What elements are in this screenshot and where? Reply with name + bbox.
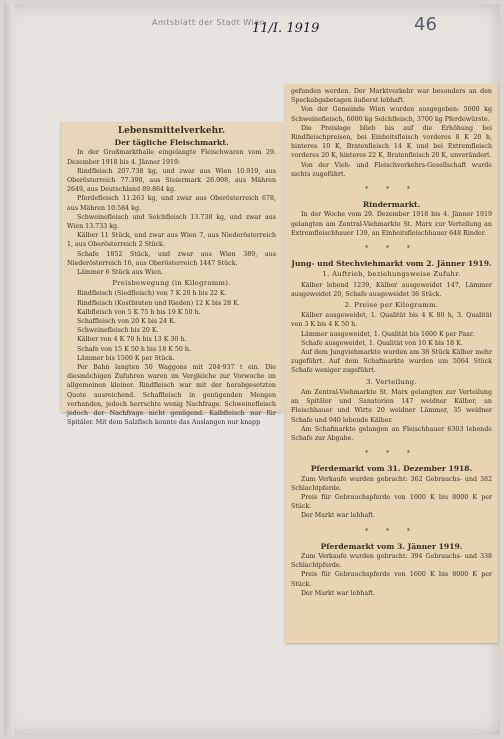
subsection-heading: 3. Verteilung. [366, 377, 417, 386]
clipping-subtitle: Der tägliche Fleischmarkt. [114, 138, 229, 148]
separator-stars: * * * [365, 450, 418, 458]
price-line: Rindfleisch (Kostbraten und Rieden) 12 K bis 28 K. [77, 299, 240, 307]
paragraph: Die Preislage blieb bis auf die Erhöhung bei Rindfleischpreisen, bei Einheitsfleisch vorderes 8 K 20 h, hinteres 10 K, Bratenfleisch 14 K und bei Extremfleisch vorderes 20 K, hinteres 22 K, Bratenfleisch 20 K, unverändert. [291, 124, 492, 160]
paragraph: Der Markt war lebhaft. [301, 589, 375, 597]
price-line: Schafe von 15 K 50 h bis 18 K 50 h. [77, 345, 191, 353]
paragraph: gefunden werden. Der Marktverkehr war besonders an den Speckabgabetagen äußerst lebhaft. [291, 88, 492, 105]
archive-page [4, 4, 500, 735]
section-heading: Preisbewegung (in Kilogramm). [112, 279, 231, 288]
price-line: Rindfleisch (Siedfleisch) von 7 K 20 h bis 22 K. [77, 290, 227, 298]
paragraph: Am Schafmarkte gelangen an Fleischhauer 6303 lebende Schafe zur Abgabe. [291, 425, 492, 442]
paragraph: Am Zentral-Viehmarkte St. Marx gelangten zur Verteilung an Spitäler und Sanatorien 147 weidner Kälber, an Fleischhauer und Wirte 20 weidner Lämmer, 35 weidner Schafe und 940 lebende Kälber. [291, 388, 492, 424]
paragraph: Lämmer 6 Stück aus Wien. [77, 269, 164, 277]
paragraph: Preis für Gebrauchspferde von 1600 K bis 8000 K per Stück. [291, 571, 492, 588]
paragraph: Zum Verkaufe wurden gebracht: 394 Gebrauchs- und 338 Schlachtpferde. [291, 552, 492, 570]
clipping-title: Lebensmittelverkehr. [117, 126, 226, 136]
clipping-left [61, 122, 282, 427]
paragraph: Schweinefleisch und Selchfleisch 13.738 kg, und zwar aus Wien 13.733 kg. [67, 213, 276, 231]
price-line: Lämmer bis 1500 K per Stück. [77, 354, 175, 362]
paragraph: In der Großmarkthalle eingelangte Fleischwaren vom 29. Dezember 1918 bis 4. Jänner 1919: [67, 149, 276, 166]
paragraph: Per Bahn langten 50 Waggons mit 204·937 t ein. Die diesmöchigen Zufuhren waren im Vergleiche zur Vorwoche im allgemeinen kleiner. Rindfleisch war mit der herabgesetzten Quote ausreichend. Schaffleisch in genügenden Mengen vorhanden, jedoch herrschte wenig Nachfrage. Schweinefleisch jedoch der Nachfrage nicht genügend. Kalbfleisch nur für Spitäler. Mit dem Salzfisch konnte das Auslangen nur knapp [67, 364, 276, 427]
paragraph: Preis für Gebrauchspferde von 1600 K bis 8000 K per Stück. [291, 493, 492, 511]
paragraph: Auf dem Jungviehmarkte wurden am 38 Stück Kälber mehr zugeführt. Auf dem Schafmarkte wurden um 5064 Stück Schafe weniger zugeführt. [291, 349, 492, 375]
paragraph: Kälber lebend 1239, Kälber ausgeweidet 147, Lämmer ausgeweidet 20, Schafe ausgeweidet 36 Stück. [291, 281, 492, 298]
separator-stars: * * * [365, 527, 418, 535]
price-line: Kälber von 4 K 70 h bis 13 K 30 h. [77, 336, 187, 344]
paragraph: Pferdefleisch 11.263 kg, und zwar aus Oberösterreich 678, aus Mähren 10.584 kg. [67, 195, 276, 212]
paragraph: Kälber ausgeweidet, 1. Qualität bis 4 K 80 h, 3. Qualität von 3 K bis 4 K 50 h. [291, 312, 492, 329]
section-heading: Jung- und Stechviehmarkt vom 2. Jänner 1919. [291, 259, 492, 269]
handwritten-date: 11/I. 1919 [252, 21, 320, 36]
price-line: Schaffleisch von 20 K bis 24 K. [77, 318, 176, 326]
clipping-right [285, 84, 498, 643]
price-line: Schweinefleisch bis 20 K. [77, 327, 159, 335]
paragraph: Schafe 1852 Stück, und zwar aus Wien 389, aus Niederösterreich 16, aus Oberösterreich 1447 Stück. [67, 250, 276, 267]
page-edge [4, 4, 14, 735]
separator-stars: * * * [365, 245, 418, 253]
section-heading: Rindermarkt. [362, 200, 421, 210]
paragraph: Rindfleisch 207.738 kg, und zwar aus Wien 10.919, aus Oberösterreich 77.398, aus Steiermark 26.908, aus Mähren 2649, aus Deutschland 89.864 kg. [67, 167, 276, 194]
paragraph: Von der Vieh- und Fleischverkehrs-Gesellschaft wurde nichts zugeführt. [291, 161, 492, 178]
paragraph: Von der Gemeinde Wien wurden ausgegeben: 5000 kg Schweinefleisch, 6000 kg Selchfleisch, 3700 kg Pferdewürste. [291, 106, 492, 123]
subsection-heading: 1. Auftrieb, beziehungsweise Zufuhr. [322, 270, 461, 279]
price-line: Kalbfleisch von 5 K 75 h bis 19 K 50 h. [77, 308, 201, 316]
paragraph: Der Markt war lebhaft. [301, 512, 375, 520]
subsection-heading: 2. Preise per Kilogramm. [344, 301, 439, 310]
paragraph: In der Woche vom 29. Dezember 1918 bis 4. Jänner 1919 gelangten am Zentral-Viehmarkte St. Marx zur Verteilung an Extremfleischhauer 139, an Einheitsfleischhauer 648 Rinder. [291, 211, 492, 237]
section-heading: Pferdemarkt vom 3. Jänner 1919. [320, 541, 463, 551]
paragraph: Schafe ausgeweidet, 1. Qualität von 10 K bis 18 K. [301, 339, 463, 347]
folio-number: 46 [414, 14, 437, 35]
section-heading: Pferdemarkt vom 31. Dezember 1918. [310, 464, 473, 474]
paragraph: Kälber 11 Stück, und zwar aus Wien 7, aus Niederösterreich 1, aus Oberösterreich 2 Stück. [67, 232, 276, 249]
archive-stamp: Amtsblatt der Stadt Wien [152, 18, 266, 27]
paragraph: Zum Verkaufe wurden gebracht: 362 Gebrauchs- und 382 Schlachtpferde. [291, 475, 492, 492]
separator-stars: * * * [365, 186, 418, 194]
paragraph: Lämmer ausgeweidet, 1. Qualität bis 1600 K per Paar. [301, 330, 475, 338]
